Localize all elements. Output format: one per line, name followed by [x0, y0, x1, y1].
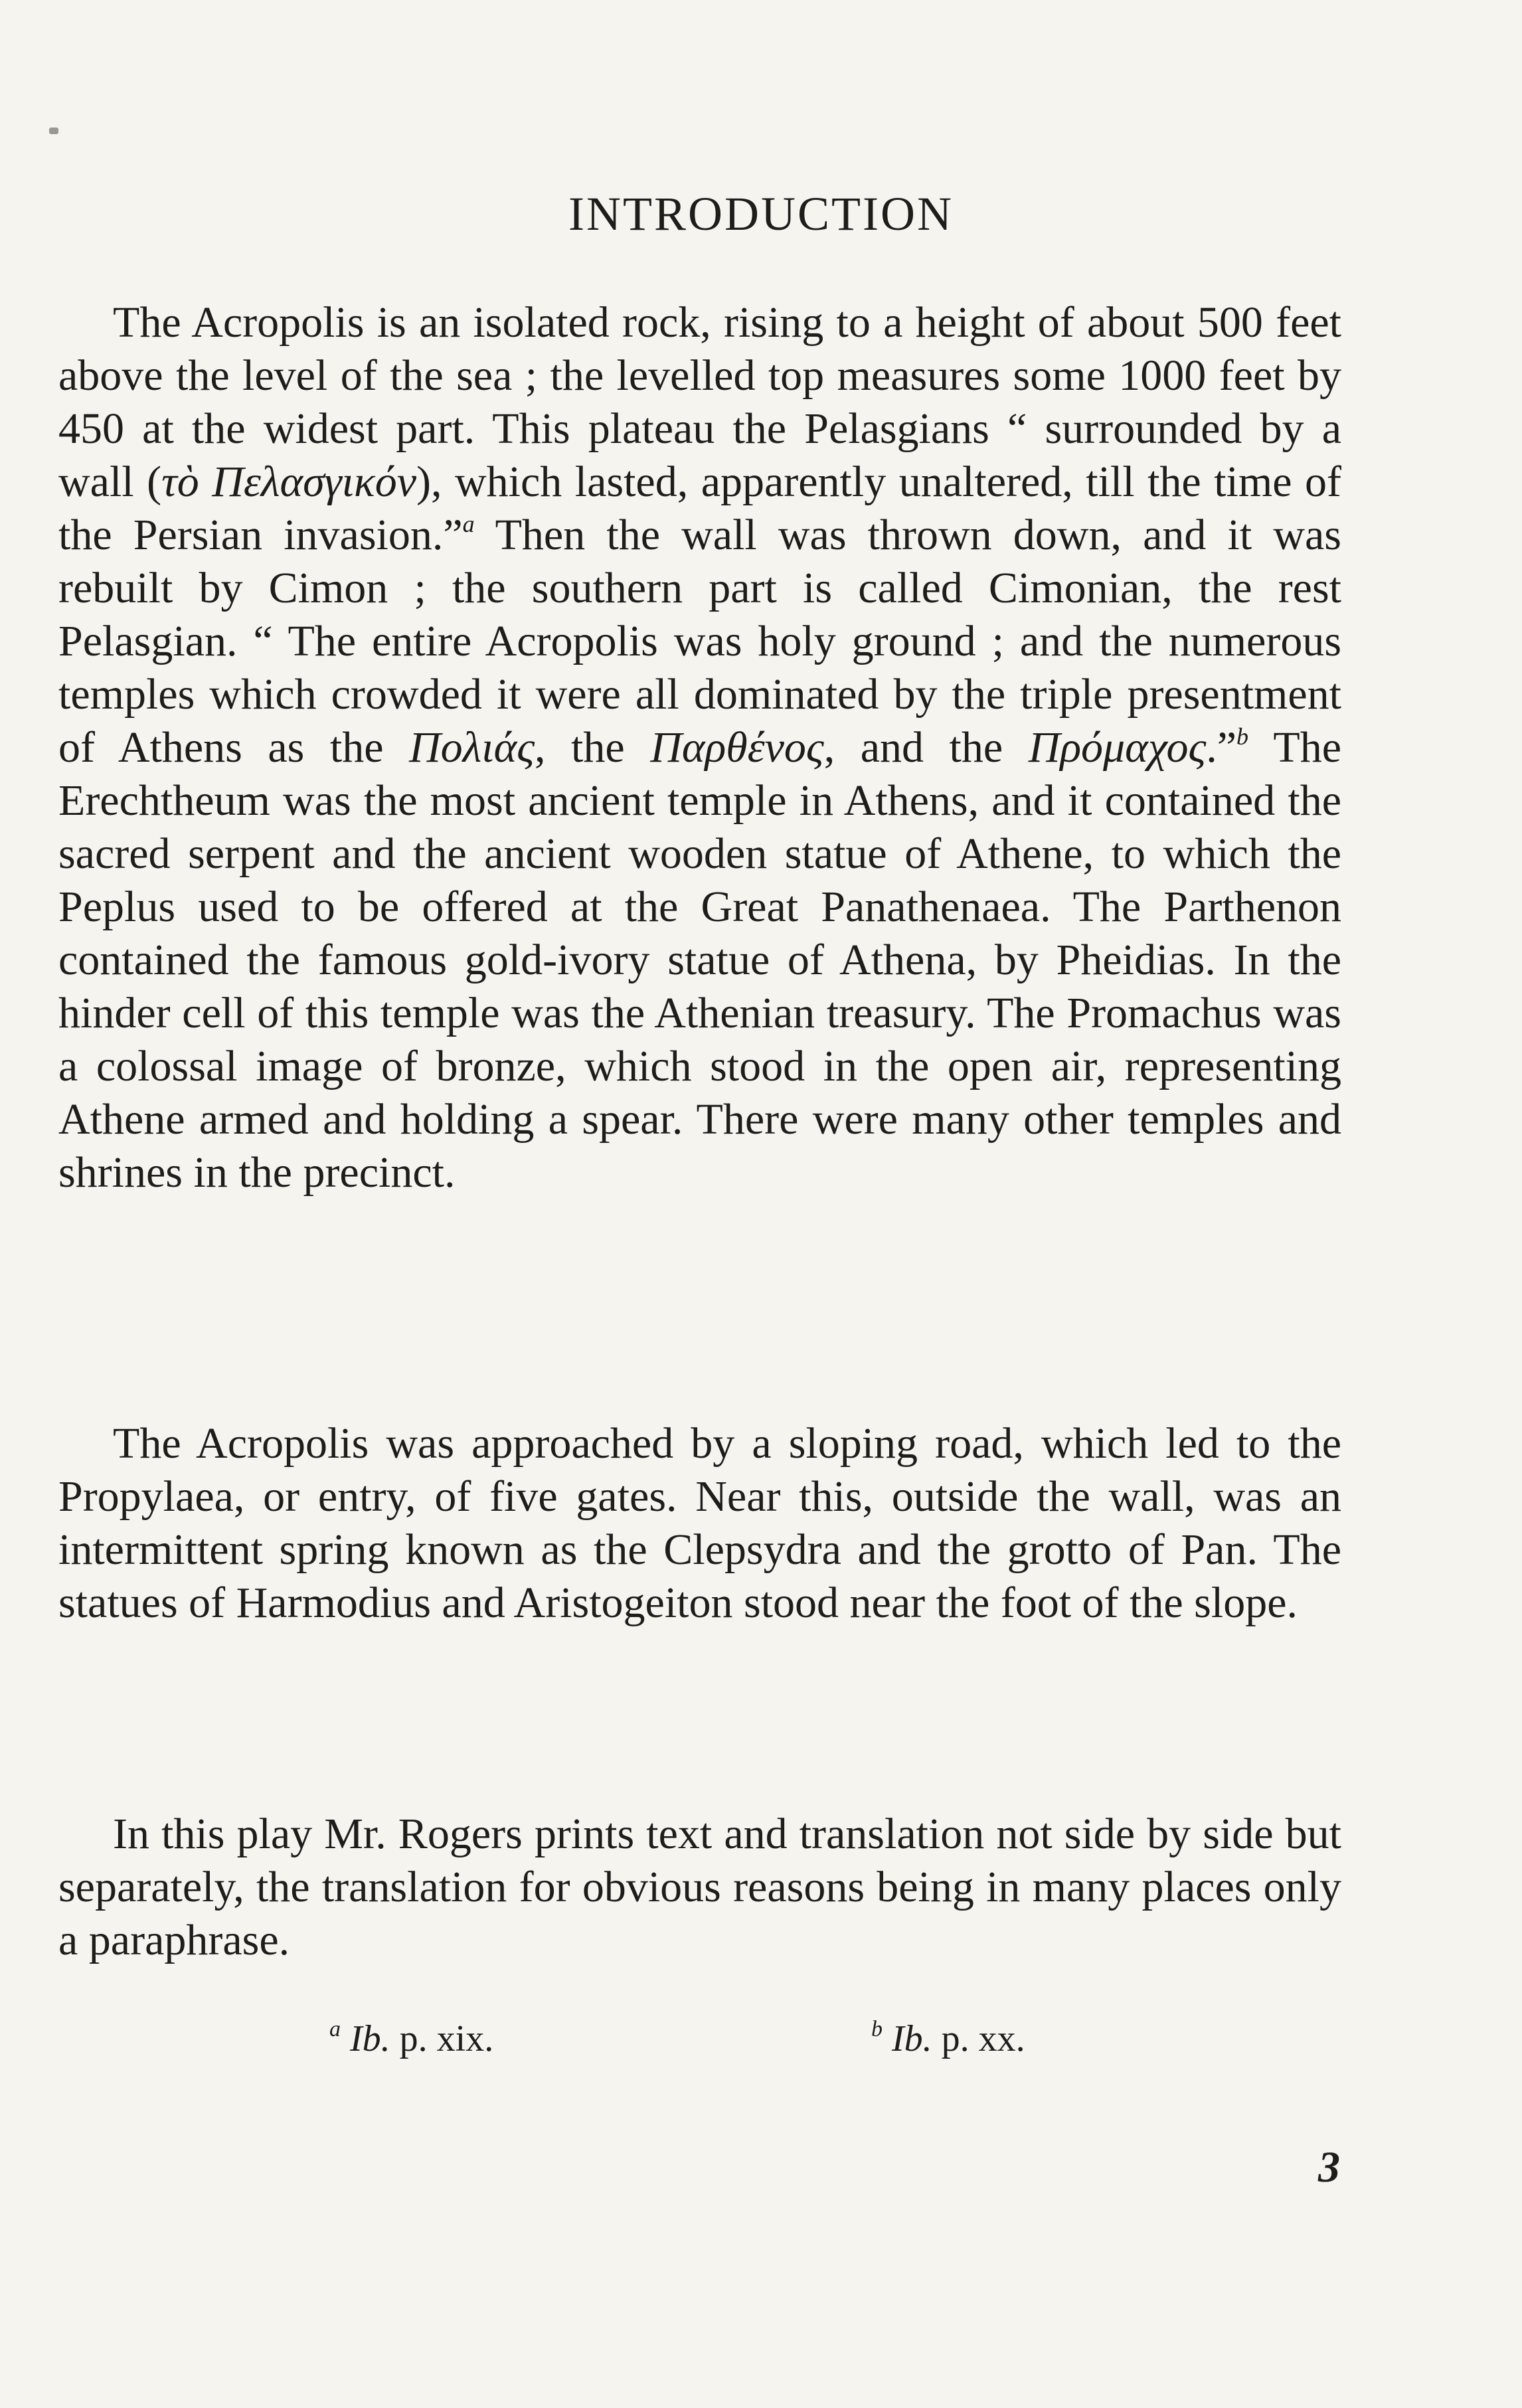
- paragraph-text-part: Then the wall was thrown down, and it was rebuilt by Cimon ; the southern part is called Cimonian, the rest Pelasgian. “ The entire Acropolis was holy ground ; and the numerous temples which crowded it were all dominated by the triple presentment of Athens as the: [58, 511, 1341, 772]
- footnote-b: [871, 2012, 1025, 2065]
- page-title: INTRODUCTION: [568, 187, 954, 240]
- paragraph-text-part: , and the: [823, 723, 1029, 772]
- footnote-marker-b: b: [1236, 723, 1249, 750]
- paragraph-text-part: ), which lasted, apparently unaltered, till the time of the Persian invasion.”: [58, 458, 1341, 559]
- paragraph-text-part: , the: [535, 723, 651, 772]
- greek-word: Πρόμαχος: [1028, 723, 1207, 772]
- paragraph-text: In this play Mr. Rogers prints text and translation not side by side but separately, the translation for obvious reasons being in many places only a paraphrase.: [58, 1810, 1341, 1964]
- footnote-mark: a: [329, 2017, 341, 2041]
- paragraph-text-part: The Erechtheum was the most ancient temple in Athens, and it contained the sacred serpent and the ancient wooden statue of Athene, to which the Peplus used to be offered at the Great Panathenaea. The Parthenon contained the famous gold-ivory statue of Athena, by Pheidias. In the hinder cell of this temple was the Athenian treasury. The Promachus was a colossal image of bronze, which stood in the open air, representing Athene armed and holding a spear. There were many other temples and shrines in the precinct.: [58, 723, 1341, 1197]
- footnote-page: p. xx.: [932, 2018, 1025, 2059]
- paragraph-text: [58, 296, 1341, 1199]
- scan-speck: [49, 128, 58, 134]
- footnote-a: [329, 2012, 493, 2065]
- paragraph-text-part: .”: [1206, 723, 1237, 772]
- greek-phrase: τὸ Πελασγικόν: [161, 458, 416, 506]
- paragraph-text: The Acropolis was approached by a sloping road, which led to the Propylaea, or entry, of five gates. Near this, outside the wall, was an intermittent spring known as the Clepsydra and the grotto of Pan. The statues of Harmodius and Aristogeiton stood near the foot of the slope.: [58, 1419, 1341, 1627]
- footnote-marker-a: a: [462, 511, 475, 537]
- footnote-mark: b: [871, 2017, 883, 2041]
- paragraph-text-part: The Acropolis is an isolated rock, rising to a height of about 500 feet above the level of the sea ; the levelled top measures some 1000 feet by 450 at the widest part. This plateau the Pelasgians “ surrounded by a wall (: [58, 298, 1341, 506]
- paragraph-acropolis: [58, 296, 1341, 1199]
- paragraph-approach: [58, 1417, 1341, 1630]
- paragraph-translation-note: [58, 1808, 1341, 1967]
- greek-word: Παρθένος: [650, 723, 824, 772]
- footnote-ref: Ib.: [892, 2018, 932, 2059]
- footnote-ref: Ib.: [350, 2018, 390, 2059]
- footnote-page: p. xix.: [390, 2018, 494, 2059]
- greek-word: Πολιάς: [409, 723, 535, 772]
- page-number: 3: [1318, 2143, 1340, 2192]
